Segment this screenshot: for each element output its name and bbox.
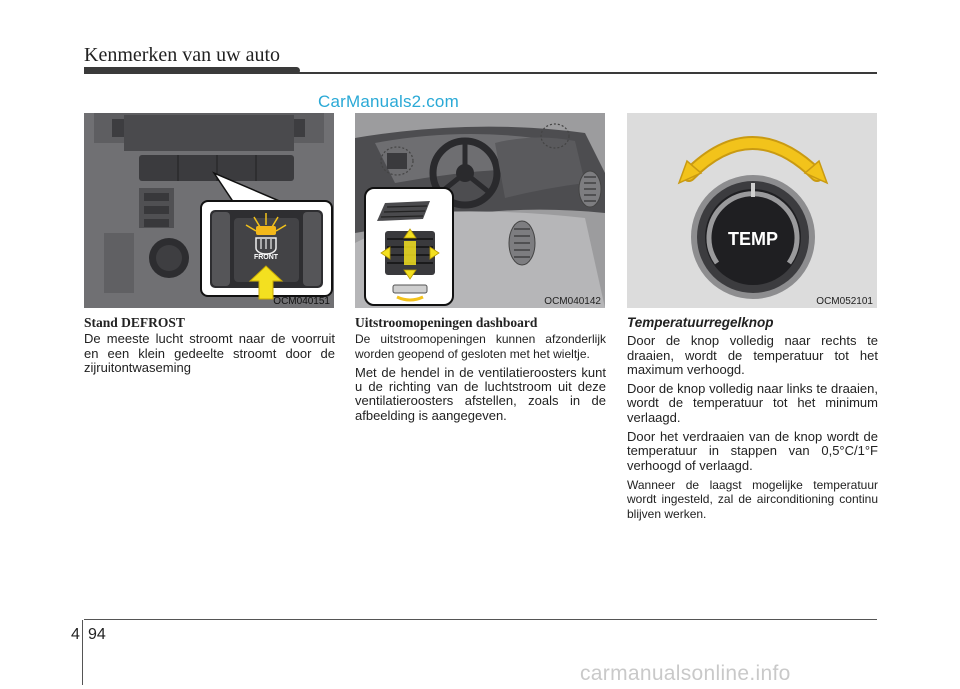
paragraph: Met de hendel in de ventilatieroosters kunt u de richting van de luchtstroom uit deze ventilatieroosters afstellen, zoals in de afbeelding is aangegeven.: [355, 364, 606, 423]
front-button-label: FRONT: [253, 254, 279, 261]
figure-code: OCM040142: [544, 296, 601, 307]
heading-temp: Temperatuurregelknop: [627, 315, 774, 330]
paragraph: Door het verdraaien van de knop wordt de temperatuur in stappen van 0,5°C/1°F verhoogd of verlaagd.: [627, 429, 878, 473]
footer-divider: [82, 620, 83, 685]
page-number: 94: [88, 626, 106, 643]
figure-vents: [355, 113, 605, 308]
header-rule: [84, 72, 877, 74]
vents-illustration: [355, 113, 605, 308]
temp-knob-illustration: [627, 113, 877, 308]
figure-code: OCM040151: [273, 296, 330, 307]
heading-vents: Uitstroomopeningen dashboard: [355, 315, 538, 330]
defrost-illustration: [84, 113, 334, 308]
figure-code: OCM052101: [816, 296, 873, 307]
paragraph: Door de knop volledig naar links te draaien, wordt de temperatuur tot het minimum verlaagd.: [627, 381, 878, 425]
header-title: Kenmerken van uw auto: [84, 44, 281, 66]
heading-defrost: Stand DEFROST: [84, 315, 185, 330]
paragraph: Door de knop volledig naar rechts te draaien, wordt de temperatuur tot het maximum verhoogd.: [627, 333, 878, 377]
column-defrost: [84, 316, 335, 380]
temp-knob-label: TEMP: [727, 229, 779, 249]
figure-temp-knob: [627, 113, 877, 308]
chapter-number: 4: [71, 626, 80, 643]
paragraph: De uitstroomopeningen kunnen afzonderlijk worden geopend of gesloten met het wieltje.: [355, 332, 606, 361]
watermark-top-link[interactable]: CarManuals2.com: [318, 92, 459, 111]
footer-rule: [84, 619, 877, 620]
watermark-bottom-link[interactable]: carmanualsonline.info: [580, 662, 791, 685]
figure-defrost: [84, 113, 334, 308]
paragraph: Wanneer de laagst mogelijke temperatuur wordt ingesteld, zal de airconditioning continu blijven werken.: [627, 477, 878, 521]
column-temp: [627, 316, 878, 526]
column-vents: [355, 316, 606, 428]
paragraph: De meeste lucht stroomt naar de voorruit en een klein gedeelte stroomt door de zijruitontwaseming: [84, 331, 335, 375]
